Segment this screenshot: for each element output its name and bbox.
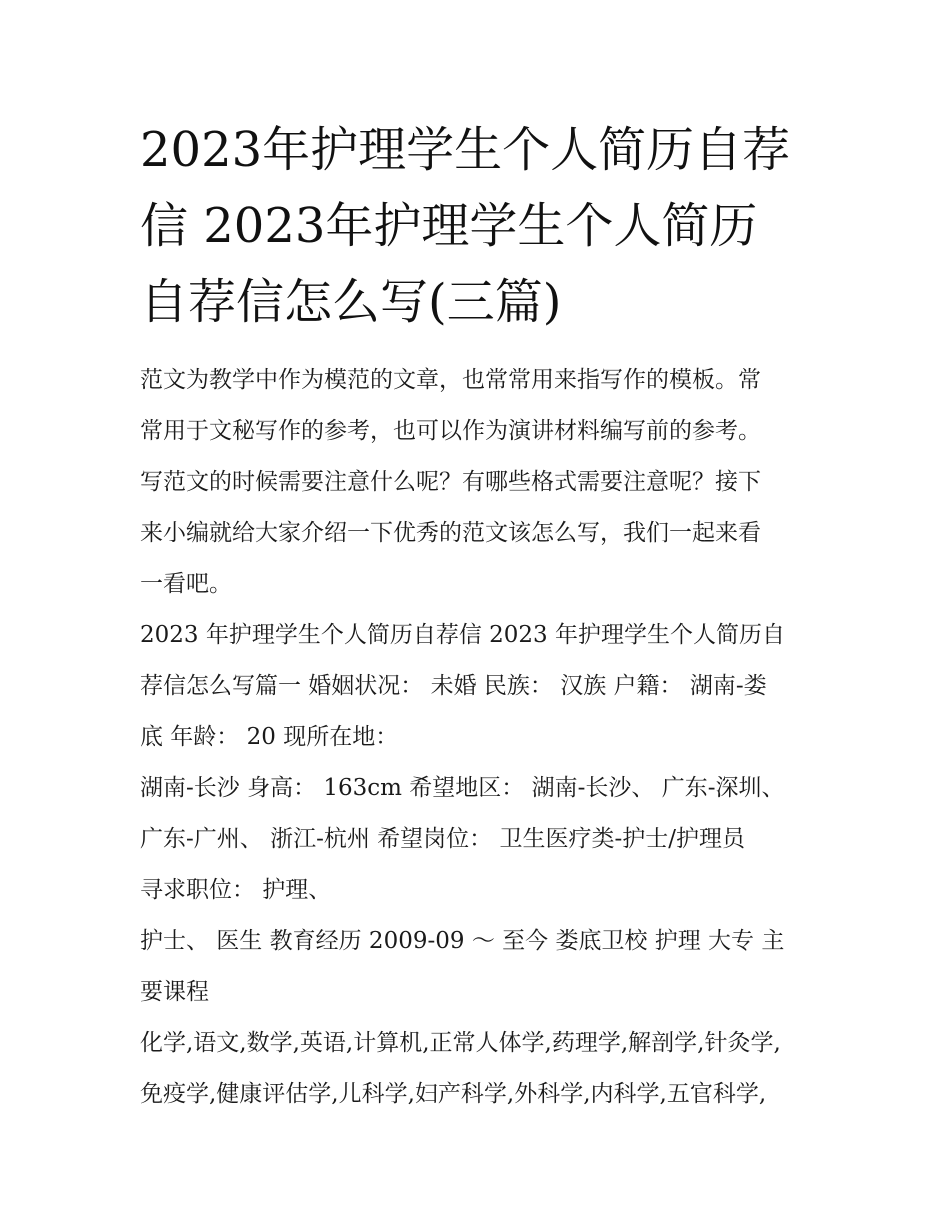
intro-paragraph [140, 355, 820, 610]
text-line: 写范文的时候需要注意什么呢？有哪些格式需要注意呢？接下 [140, 469, 761, 495]
courses-paragraph [140, 1018, 820, 1120]
text-line: 底 年龄： 20 现所在地： [140, 724, 399, 750]
text-line: 寻求职位： 护理、 [140, 877, 332, 903]
text-line: 常用于文秘写作的参考，也可以作为演讲材料编写前的参考。 [140, 418, 761, 444]
text-line: 2023 年护理学生个人简历自荐信 2023 年护理学生个人简历自 [140, 622, 785, 648]
text-line: 范文为教学中作为模范的文章，也常常用来指写作的模板。常 [140, 367, 761, 393]
title-line: 自荐信怎么写(三篇) [140, 274, 562, 330]
education-paragraph [140, 916, 820, 1018]
text-line: 荐信怎么写篇一 婚姻状况： 未婚 民族： 汉族 户籍： 湖南-娄 [140, 673, 767, 699]
text-line: 要课程 [140, 979, 209, 1005]
text-line: 来小编就给大家介绍一下优秀的范文该怎么写，我们一起来看 [140, 520, 761, 546]
text-line: 护士、 医生 教育经历 2009-09 ～ 至今 娄底卫校 护理 大专 主 [140, 928, 785, 954]
document-body [140, 355, 820, 1120]
document-title [140, 112, 820, 340]
text-line: 广东-广州、 浙江-杭州 希望岗位： 卫生医疗类-护士/护理员 [140, 826, 745, 852]
title-line: 信 2023年护理学生个人简历 [140, 198, 758, 254]
title-line: 2023年护理学生个人简历自荐 [140, 122, 791, 178]
text-line: 化学,语文,数学,英语,计算机,正常人体学,药理学,解剖学,针灸学, [140, 1030, 781, 1056]
profile-paragraph [140, 610, 820, 763]
text-line: 一看吧。 [140, 571, 232, 597]
text-line: 免疫学,健康评估学,儿科学,妇产科学,外科学,内科学,五官科学, [140, 1081, 767, 1107]
text-line: 湖南-长沙 身高： 163cm 希望地区： 湖南-长沙、 广东-深圳、 [140, 775, 785, 801]
preferences-paragraph [140, 763, 820, 916]
